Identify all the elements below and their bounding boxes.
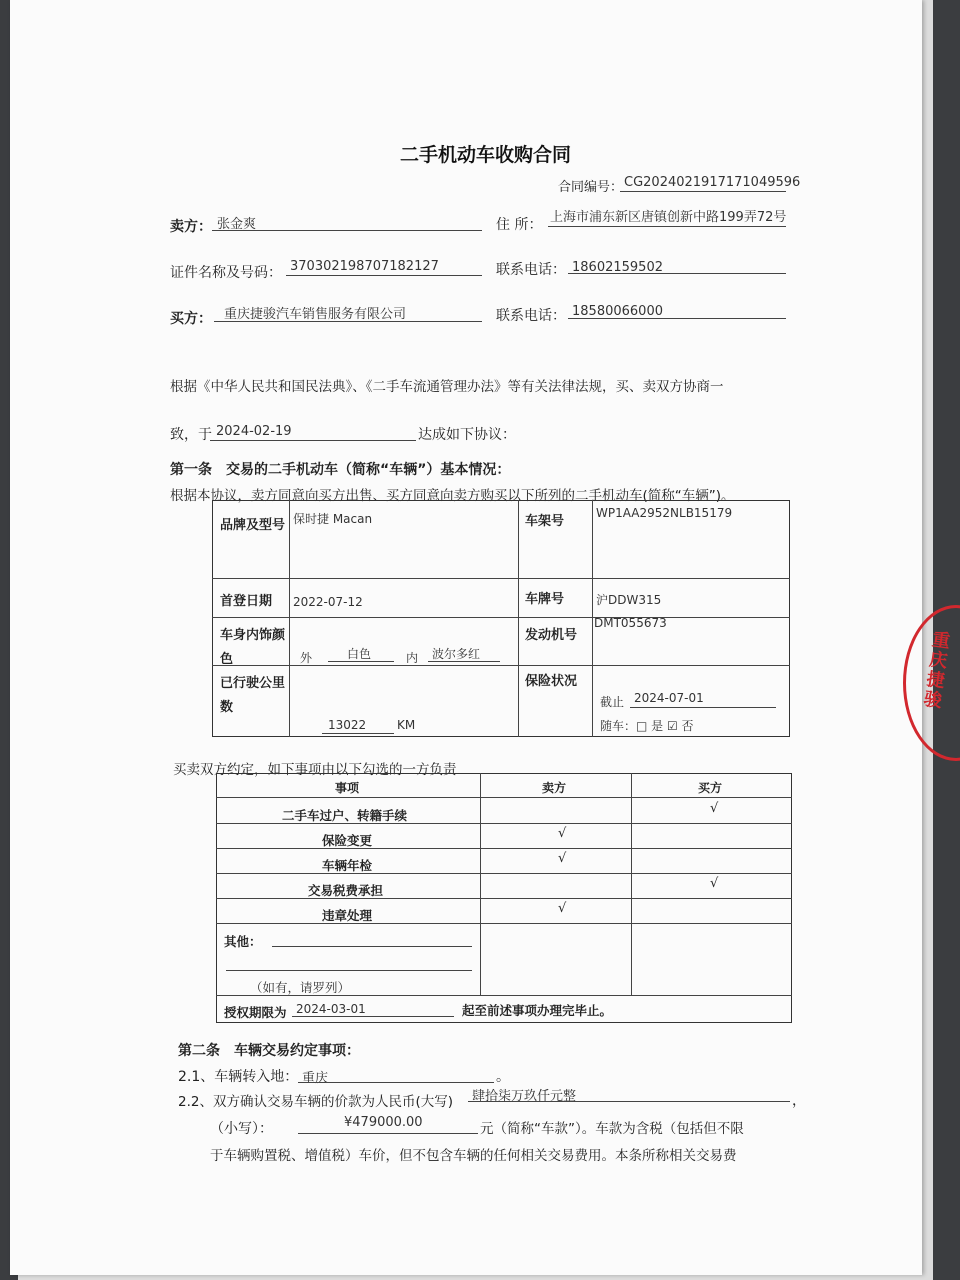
a21-label: 2.1、车辆转入地： xyxy=(178,1069,299,1085)
resp-row-seller-check: √ xyxy=(558,851,567,866)
color-ext-value: 白色 xyxy=(347,647,372,661)
vehicle-table-row-line xyxy=(212,617,790,618)
auth-label: 授权期限为 xyxy=(224,1005,287,1020)
resp-row-seller-check: √ xyxy=(558,826,567,841)
buyer-phone-value: 18580066000 xyxy=(572,304,663,319)
contract-no-underline xyxy=(620,191,786,192)
article-1-text: 根据本协议，卖方同意向买方出售、买方同意向卖方购买以下所列的二手机动车(简称“车辆”)。 xyxy=(170,488,735,504)
resp-row-buyer-check: √ xyxy=(710,801,719,816)
buyer-underline xyxy=(214,321,482,322)
auth-date: 2024-03-01 xyxy=(296,1002,366,1016)
a22-small-value: ¥479000.00 xyxy=(344,1115,423,1130)
other-hint: （如有，请罗列） xyxy=(250,980,351,995)
brand-label: 品牌及型号 xyxy=(220,518,286,533)
color-int-underline xyxy=(428,661,500,662)
mileage-label: 已行驶公里数 xyxy=(220,676,286,715)
resp-row-item: 违章处理 xyxy=(322,908,373,923)
intro-suffix: 达成如下协议： xyxy=(418,427,516,443)
seller-phone-label: 联系电话： xyxy=(496,262,566,278)
resp-table-row-line xyxy=(216,797,792,798)
auth-date-underline xyxy=(292,1016,454,1017)
article-1-title: 第一条 交易的二手机动车（简称“车辆”）基本情况： xyxy=(170,462,511,478)
vin-value: WP1AA2952NLB15179 xyxy=(596,506,733,520)
other-underline-1 xyxy=(272,946,472,947)
a22-rest: 元（简称“车款”）。车款为含税（包括但不限 xyxy=(480,1121,744,1137)
resp-table-row-line xyxy=(216,923,792,924)
a21-value: 重庆 xyxy=(302,1071,329,1086)
id-doc-value: 370302198707182127 xyxy=(290,259,439,274)
resp-table-divider xyxy=(631,773,632,995)
reg-date-label: 首登日期 xyxy=(220,594,273,609)
a22-underline xyxy=(468,1101,790,1102)
resp-table-divider xyxy=(480,773,481,995)
resp-row-item: 二手车过户、转籍手续 xyxy=(282,808,408,823)
intro-date-underline xyxy=(210,440,416,441)
vehicle-table-divider xyxy=(592,500,593,737)
engine-label: 发动机号 xyxy=(525,628,578,643)
a22-small-label: （小写）： xyxy=(210,1121,273,1137)
color-label: 车身内饰颜色 xyxy=(220,628,286,667)
vehicle-table-divider xyxy=(518,500,519,737)
buyer-value: 重庆捷骏汽车销售服务有限公司 xyxy=(224,307,407,322)
a22-label: 2.2、双方确认交易车辆的价款为人民币(大写) xyxy=(178,1094,454,1110)
engine-value: DMT055673 xyxy=(594,616,667,630)
resp-table-row-line xyxy=(216,873,792,874)
vehicle-table-row-line xyxy=(212,665,790,666)
buyer-phone-underline xyxy=(568,318,786,319)
buyer-label: 买方： xyxy=(170,311,212,327)
resp-row-item: 交易税费承担 xyxy=(308,883,384,898)
buyer-phone-label: 联系电话： xyxy=(496,308,566,324)
insurance-label: 保险状况 xyxy=(525,674,578,689)
insurance-underline xyxy=(630,707,776,708)
intro-line-1: 根据《中华人民共和国民法典》、《二手车流通管理办法》等有关法律法规，买、卖双方协商一 xyxy=(170,379,724,395)
resp-row-item: 车辆年检 xyxy=(322,858,373,873)
resp-table-row-line xyxy=(216,848,792,849)
a22-value: 肆拾柒万玖仟元整 xyxy=(472,1089,577,1104)
resp-table-row-line xyxy=(216,898,792,899)
vin-label: 车架号 xyxy=(525,514,565,529)
resp-header-buyer: 买方 xyxy=(698,781,723,795)
plate-label: 车牌号 xyxy=(525,592,565,607)
mileage-unit: KM xyxy=(397,718,416,732)
resp-header-item: 事项 xyxy=(335,781,360,795)
reg-date-value: 2022-07-12 xyxy=(293,595,363,609)
color-ext-label: 外 xyxy=(300,651,313,665)
insurance-until-value: 2024-07-01 xyxy=(634,691,704,705)
address-value: 上海市浦东新区唐镇创新中路199弄72号 xyxy=(550,210,787,225)
resp-row-seller-check: √ xyxy=(558,901,567,916)
seller-label: 卖方： xyxy=(170,219,212,235)
color-int-label: 内 xyxy=(406,651,419,665)
insurance-until-label: 截止 xyxy=(600,695,625,709)
a21-underline xyxy=(298,1082,494,1083)
seller-value: 张金爽 xyxy=(217,217,257,232)
seller-phone-value: 18602159502 xyxy=(572,260,663,275)
mileage-underline xyxy=(322,733,394,734)
company-seal-text: 重庆捷骏 xyxy=(919,628,952,712)
a22-small-underline xyxy=(298,1133,478,1134)
id-doc-underline xyxy=(286,275,482,276)
a21-period: 。 xyxy=(496,1069,510,1085)
vehicle-table-divider xyxy=(289,500,290,737)
intro-prefix: 致，于 xyxy=(170,427,212,443)
vehicle-table-row-line xyxy=(212,578,790,579)
plate-value: 沪DDW315 xyxy=(596,593,662,607)
article-2-title: 第二条 车辆交易约定事项： xyxy=(178,1043,360,1059)
color-int-value: 波尔多红 xyxy=(432,647,481,661)
seller-phone-underline xyxy=(568,273,786,274)
seller-underline xyxy=(212,230,482,231)
insurance-follow: 随车：□ 是 ☑ 否 xyxy=(600,719,694,733)
other-underline-2 xyxy=(226,970,472,971)
resp-header-seller: 卖方 xyxy=(542,781,567,795)
address-label: 住 所： xyxy=(496,217,543,233)
a22-comma: ， xyxy=(792,1093,806,1109)
contract-page xyxy=(10,0,952,1275)
agreement-title: 买卖双方约定，如下事项由以下勾选的一方负责 xyxy=(173,762,457,778)
contract-no-value: CG2024021917171049596 xyxy=(624,175,801,190)
contract-no-label: 合同编号： xyxy=(558,180,624,195)
auth-suffix: 起至前述事项办理完毕止。 xyxy=(462,1003,613,1018)
color-ext-underline xyxy=(328,661,394,662)
mileage-value: 13022 xyxy=(328,718,367,732)
address-underline xyxy=(548,226,786,227)
other-label: 其他： xyxy=(224,934,262,949)
brand-value: 保时捷 Macan xyxy=(293,512,373,526)
intro-date: 2024-02-19 xyxy=(216,424,292,439)
resp-row-item: 保险变更 xyxy=(322,833,373,848)
document-title: 二手机动车收购合同 xyxy=(400,144,572,166)
resp-row-buyer-check: √ xyxy=(710,876,719,891)
id-doc-label: 证件名称及号码： xyxy=(170,265,282,281)
a22-line-3: 于车辆购置税、增值税）车价，但不包含车辆的任何相关交易费用。本条所称相关交易费 xyxy=(210,1148,737,1164)
